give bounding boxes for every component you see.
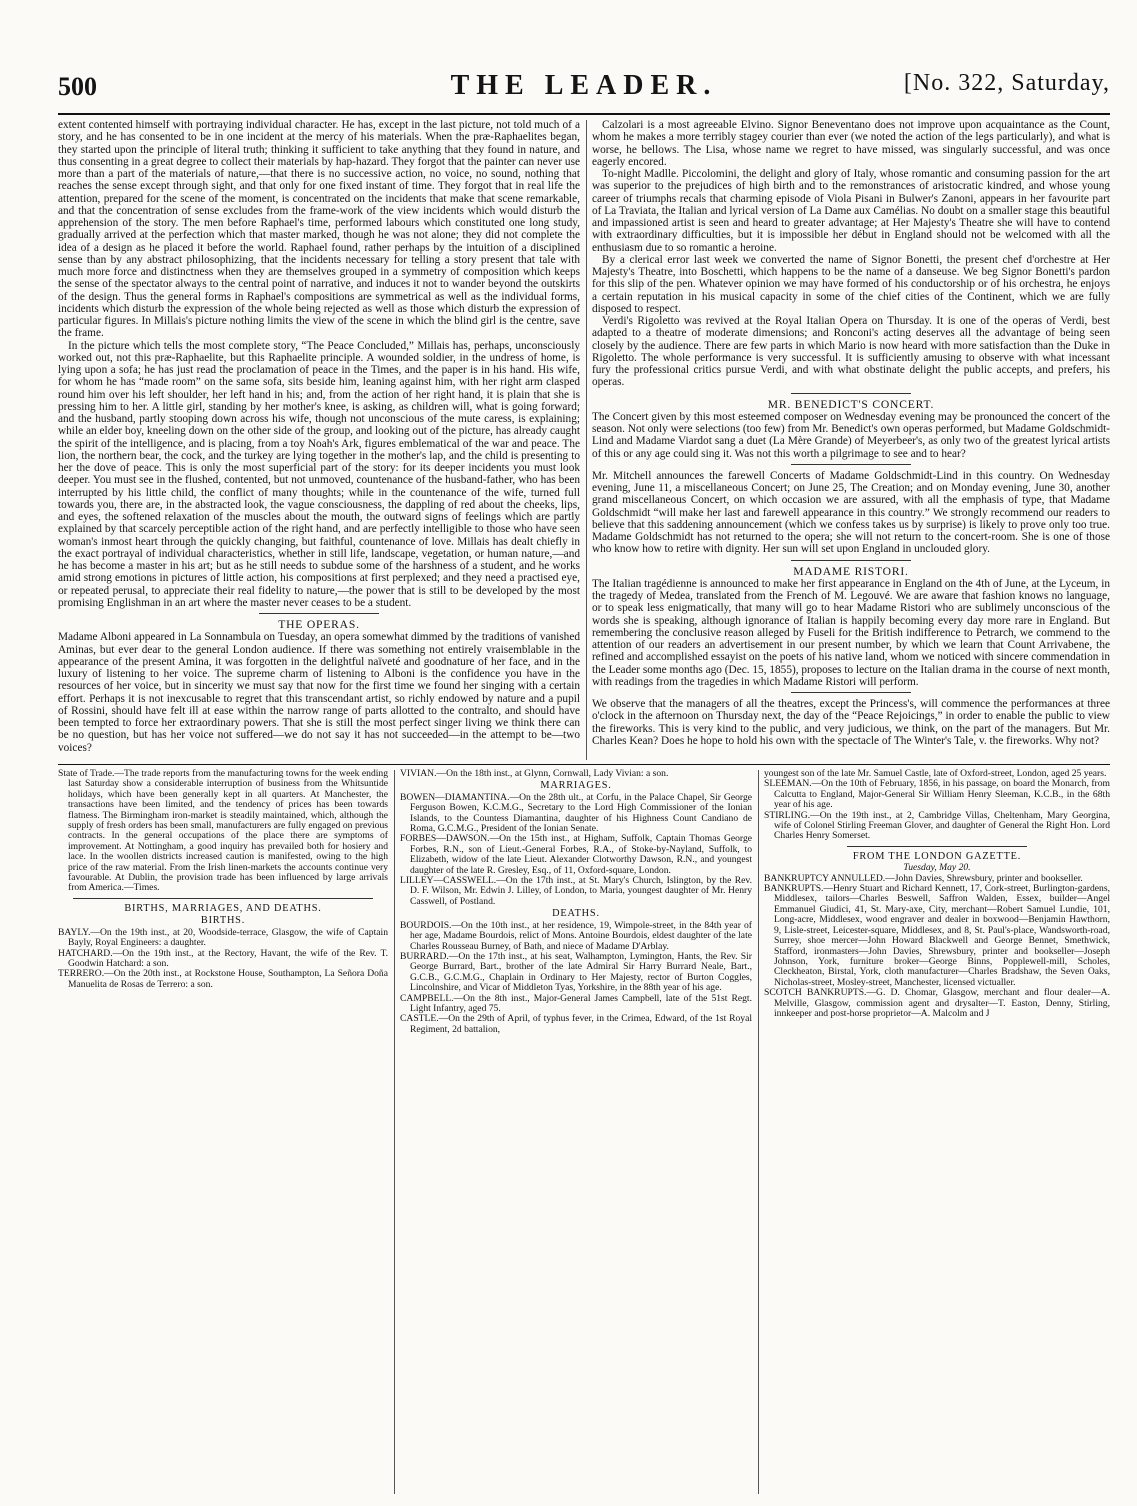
- column-divider: [394, 770, 395, 1494]
- gazette-date: Tuesday, May 20.: [903, 862, 971, 874]
- masthead: THE LEADER.: [450, 70, 718, 101]
- notice-item: BANKRUPTS.—Henry Stuart and Richard Kennett, 17, Cork-street, Burlington-gardens, Middlesex, tailors—Charles Beswell, Saffron Walden, Essex, builder—Angel Emmanuel Giudici, 41, St. Mary-axe, City, merchant—Robert Samuel Lundie, 101, Long-acre, Middlesex, wood engraver and dealer in boxwood—Benjamin Hawthorn, 9, Lisle-street, Leicester-square, Middlesex, and 8, St. Paul's-place, Wandsworth-road, Surrey, shoe mercer—John Howard Blackwell and George Bennet, Smethwick, Stafford, ironmasters—John Davies, Shrewsbury, printer and bookseller—Joseph Johnson, York, furniture broker—George Binns, Popplewell-mill, Scholes, Cleckheaton, Birstal, York, cloth manufacturer—Charles Bradshaw, the Seven Oaks, Nicholas-street, Mosley-street, Manchester, licensed victualler.: [764, 883, 1110, 988]
- article-paragraph: We observe that the managers of all the theatres, except the Princess's, will commence the performances at three o'clock in the afternoon on Thursday next, the day of the “Peace Rejoicings,” in order to enable the public to view the fireworks. This is very kind to the public, and very judicious, we think, on the part of the managers. But Mr. Charles Kean? Does he hope to hold his own with the spectacle of The Winter's Tale, v. the fireworks. Why not?: [592, 698, 1110, 747]
- trade-report: State of Trade.—The trade reports from the manufacturing towns for the week ending last Saturday show a considerable interruption of business from the Whitsuntide holidays, which have been generally kept in all quarters. At Manchester, the transactions have been limited, and the tendency of prices has been towards flatness. The Birmingham iron-market is steadily maintained, which, although the supply of fresh orders has been small, manufacturers are fully engaged on previous contracts. In the general occupations of the place there are symptoms of improvement. At Nottingham, a good inquiry has prevailed both for hosiery and lace. In the woollen districts increased caution is manifested, owing to the high price of the raw material. From the Irish linen-markets the accounts continue very favourable. At Dublin, the provision trade has been influenced by large arrivals from America.—Times.: [58, 769, 388, 894]
- ristori-heading: MADAME RISTORI.: [793, 564, 909, 578]
- notice-item: BOWEN—DIAMANTINA.—On the 28th ult., at Corfu, in the Palace Chapel, Sir George Ferguson Bowen, K.C.M.G., Secretary to the Lord High Commissioner of the Ionian Islands, to the Countess Diamantina, daughter of his Highness Count Candiano de Roma, G.C.M.G., President of the Ionian Senate.: [400, 791, 752, 835]
- article-paragraph: Calzolari is a most agreeable Elvino. Signor Beneventano does not improve upon acquaintance as the Count, whom he makes a more terribly stagey courier than ever (we noted the action of the legs particularly), and what is worse, he bellows. The Lisa, whose name we regret to have missed, was singularly successful, and was once eagerly encored.: [592, 119, 1110, 168]
- column-lower-c: [764, 769, 1110, 1495]
- notice-item: TERRERO.—On the 20th inst., at Rockstone House, Southampton, La Señora Doña Manuelita de Rosas de Terrero: a son.: [58, 968, 388, 990]
- notice-item: CAMPBELL.—On the 8th inst., Major-General James Campbell, late of the 51st Regt. Light Infantry, aged 75.: [400, 992, 752, 1014]
- notice-item: CASTLE.—On the 29th of April, of typhus fever, in the Crimea, Edward, of the 1st Royal Regiment, 2d battalion,: [400, 1013, 752, 1035]
- section-divider: [73, 898, 373, 899]
- page-header: [58, 58, 1110, 104]
- section-divider: [791, 692, 911, 693]
- page-number: 500: [58, 72, 97, 101]
- gazette-heading: FROM THE LONDON GAZETTE.: [852, 850, 1022, 862]
- benedict-heading: MR. BENEDICT'S CONCERT.: [767, 397, 935, 411]
- notice-item: STIRLING.—On the 19th inst., at 2, Cambridge Villas, Cheltenham, Mary Georgina, wife of Colonel Stirling Freeman Glover, and daughter of General the Right Hon. Lord Charles Henry Somerset.: [764, 809, 1110, 842]
- header-rule: [58, 113, 1110, 115]
- births-heading: BIRTHS.: [200, 915, 246, 927]
- notice-item: SCOTCH BANKRUPTS.—G. D. Chomar, Glasgow, merchant and flour dealer—A. Melville, Glasgow, commission agent and drysalter—T. Easton, Denny, Stirling, innkeeper and post-horse proprietor—A. Malcolm and J: [764, 987, 1110, 1019]
- article-paragraph: In the picture which tells the most complete story, “The Peace Concluded,” Millais has, perhaps, unconsciously worked out, not this præ-Raphaelite, but this Raphaelite principle. A wounded soldier, in the undress of home, is lying upon a sofa; he has just read the proclamation of peace in the Times, and the paper is in his hand. His wife, for whom he has “made room” on the same sofa, sits beside him, leaning against him, with her right arm clasped round him over his left shoulder, her left hand in his; and, from the action of her right hand, it is plain that she is pressing him to her. A little girl, standing by her mother's knee, is asking, as children will, what is going forward; and the husband, partly stooping down across his wife, though not unconscious of the mute caress, is explaining; while an elder boy, kneeling down on the other side of the group, and looking out of the picture, has already caught the spirit of the intelligence, and is placing, from a toy Noah's Ark, figures emblematical of the war and peace. The lion, the northern bear, the cock, and the turkey are lying together in the mother's lap, and the child is presenting to her the dove of peace. This is only the most superficial part of the story: for its deeper incidents you must look deeper. You must see in the flushed, contented, but not unmoved, countenance of the husband-father, who has been interrupted by his little child, the conflict of many thoughts; while in the countenance of the wife, turned full towards you, there are, in the abstracted look, the vague consciousness, the dappling of red about the cheeks, lips, and eyes, the softened relaxation of the muscles about the mouth, the outward signs of feelings which are partly explained by that scarcely perceptible action of the right hand, and are perfectly intelligible to those who have seen woman's inmost heart through the quickly changing, but faithful, countenance of love. Millais has dealt chiefly in the exact portrayal of individual characteristics, whether in still life, landscape, vegetation, or human nature,—and he has become a master in his art; but as he still needs to subdue some of the harshness of a student, and he works amid strong emotions in pictures of little action, his compositions at first perplexed; and they need a practised eye, or repeated perusal, to appreciate their real fidelity to nature,—the power that is still to be developed by the most promising Englishman in an art where the master never ceases to be a student.: [58, 339, 580, 609]
- section-divider: [847, 846, 1027, 847]
- article-paragraph: The Italian tragédienne is announced to make her first appearance in England on the 4th of June, at the Lyceum, in the tragedy of Medea, translated from the French of M. Legouvé. We are aware that fashion knows no language, or to speak less enigmatically, that many will go to hear Madame Ristori who are sublimely unconscious of the words she is speaking, although ignorance of Italian is happily becoming every day more rare in England. But remembering the conclusive reason alleged by Fuseli for the British indifference to Petrarch, we commend to the attention of our readers an advertisement in our present number, by which we learn that Count Arrivabene, the refined and accomplished essayist on the poets of his native land, whom we noticed with sincere commendation in the Leader some months ago (Dec. 15, 1855), proposes to lecture on the Italian drama in the course of next month, with readings from the tragedies in which Madame Ristori will perform.: [592, 577, 1110, 688]
- notice-item: youngest son of the late Mr. Samuel Castle, late of Oxford-street, London, aged 25 years.: [764, 769, 1107, 779]
- column-lower-b: [400, 769, 752, 1495]
- notice-item: HATCHARD.—On the 19th inst., at the Rectory, Havant, the wife of the Rev. T. Goodwin Hatchard: a son.: [58, 947, 388, 969]
- section-divider: [791, 393, 911, 394]
- issue-label: [No. 322, Saturday,: [903, 70, 1110, 96]
- column-left-upper: [58, 119, 580, 761]
- section-divider: [791, 464, 911, 465]
- notice-item: SLEEMAN.—On the 10th of February, 1856, in his passage, on board the Monarch, from Calcutta to England, Major-General Sir William Henry Sleeman, K.C.B., in the 68th year of his age.: [764, 778, 1110, 811]
- operas-heading: THE OPERAS.: [278, 618, 360, 631]
- bmd-heading: BIRTHS, MARRIAGES, AND DEATHS.: [124, 902, 322, 914]
- column-divider: [586, 120, 587, 760]
- column-right-upper: [592, 119, 1110, 761]
- deaths-heading: DEATHS.: [552, 908, 600, 920]
- section-rule: [58, 764, 1110, 765]
- article-paragraph: By a clerical error last week we converted the name of Signor Bonetti, the present chef d'orchestre at Her Majesty's Theatre, into Boschetti, which happens to be the name of a danseuse. We beg Signor Bonetti's pardon for this slip of the pen. Whatever opinion we may have formed of his conductorship or of his orchestra, he enjoys a certain reputation in his musical capacity in some of the chief cities of the Continent, which we are fully disposed to respect.: [592, 253, 1110, 315]
- notice-item: BAYLY.—On the 19th inst., at 20, Woodside-terrace, Glasgow, the wife of Captain Bayly, Royal Engineers: a daughter.: [58, 926, 388, 949]
- notice-item: BOURDOIS.—On the 10th inst., at her residence, 19, Wimpole-street, in the 84th year of her age, Madame Bourdois, relict of Mons. Antoine Bourdois, eldest daughter of the late Charles Rousseau Burney, of Bath, and niece of Madame D'Arblay.: [400, 919, 752, 952]
- article-paragraph: The Concert given by this most esteemed composer on Wednesday evening may be pronounced the concert of the season. Not only were selections (too few) from Mr. Benedict's own operas performed, but Madame Goldschmidt-Lind and Madame Viardot sang a duet (La Mère Grande) of Meyerbeer's, as only two of the greatest lyrical artists of this or any age could sing it. Was not this worth a pilgrimage to see and to hear?: [592, 410, 1110, 460]
- section-divider: [259, 613, 379, 614]
- article-paragraph: Mr. Mitchell announces the farewell Concerts of Madame Goldschmidt-Lind in this country. On Wednesday evening, June 11, a miscellaneous Concert; on June 25, The Creation; and on Monday evening, June 30, another grand miscellaneous Concert, on which occasion we are assured, with all the emphasis of type, that Madame Goldschmidt “will make her last and farewell appearance in this country.” We strongly recommend our readers to believe that this saddening announcement (which we confess takes us by surprise) is likely to prove only too true. Madame Goldschmidt has not returned to the opera; she will not return to the concert-room. She is one of those who know how to retire with dignity. Her sun will set upon England in unclouded glory.: [592, 469, 1110, 556]
- marriages-heading: MARRIAGES.: [540, 780, 612, 792]
- notice-item: LILLEY—CASSWELL.—On the 17th inst., at St. Mary's Church, Islington, by the Rev. D. F. Wilson, Mr. Edwin J. Lilley, of London, to Maria, youngest daughter of Mr. Henry Casswell, of Postland.: [400, 875, 752, 907]
- notice-item: FORBES—DAWSON.—On the 15th inst., at Higham, Suffolk, Captain Thomas George Forbes, R.N., son of Lieut.-General Forbes, R.A., of Stoke-by-Nayland, Suffolk, to Elizabeth, widow of the late Lieut. Alexander Clotworthy Dawson, R.N., and youngest daughter of the late R. Gresley, Esq., of 11, Oxford-square, London.: [400, 833, 752, 876]
- article-paragraph: Verdi's Rigoletto was revived at the Royal Italian Opera on Thursday. It is one of the operas of Verdi, best adapted to a theatre of moderate dimensions; and Ronconi's acting deserves all the advantage of being seen closely by the audience. There are few parts in which Mario is now heard with more satisfaction than the Duke in Rigoletto. The whole performance is very successful. It is sufficiently amusing to observe with what incessant fury the professional critics pursue Verdi, and with what obstinate delight the public accepts, and prefers, his operas.: [592, 315, 1110, 389]
- column-lower-a: [58, 769, 388, 1495]
- section-divider: [791, 560, 911, 561]
- notice-item: BANKRUPTCY ANNULLED.—John Davies, Shrewsbury, printer and bookseller.: [764, 872, 1083, 884]
- column-divider: [758, 770, 759, 1494]
- article-paragraph: Madame Alboni appeared in La Sonnambula on Tuesday, an opera somewhat dimmed by the traditions of vanished Aminas, but ever dear to the general London audience. If there was something not entirely vraisemblable in the appearance of the present Amina, it was forgotten in the delightful naïveté and goodnature of her face, and in the luxury of listening to her voice. The supreme charm of listening to Alboni is the confidence you have in the resources of her voice, but in sincerity we must say that now for the first time we found her singing with a certain effort. Perhaps it is not inexcusable to regret that this transcendant artist, so richly endowed by nature and a pupil of Rossini, should have felt ill at ease within the narrow range of parts allotted to the contralto, and should have been tempted to force her extraordinary powers. That she is still the most perfect singer living we think there can be no question, but has her voice not suffered—we do not say it has not succeeded—in the attempt to be—two voices?: [58, 631, 580, 754]
- article-paragraph: To-night Madlle. Piccolomini, the delight and glory of Italy, whose romantic and consuming passion for the art was superior to the prejudices of high birth and to the remonstrances of aristocratic kindred, and whose young career of triumphs recals that charming episode of Viola Pisani in Bulwer's Zanoni, appears in her favourite part of La Traviata, the Italian and lyrical version of La Dame aux Camélias. No doubt on a smaller stage this beautiful and impassioned artist is seen and heard to greater advantage; at Her Majesty's Theatre she will have to contend with extraordinary difficulties, but it is impossible her début in England should not be welcomed with all the enthusiasm due to so romantic a heroine.: [592, 168, 1110, 254]
- article-paragraph: extent contented himself with portraying individual character. He has, except in the last picture, not told much of a story, and he has consented to be in one incident at the mercy of his materials. When the præ-Raphaelites began, they started upon the principle of literal truth; thinking it sufficient to take anything that they found in nature, and thus consenting in a great degree to collect their materials by hap-hazard. They forgot that the painter can never use more than a part of the materials of nature,—that there is no successive action, no voice, no sound, nothing that reaches the sense except through sight, and that only for one fixed instant of time. They forgot that in real life the attention, prepared for the scene of the moment, is concentrated on the incidents that make that scene remarkable, and that the concentration of sense excludes from the frame-work of the view incidents which would disturb the apprehension of the story. The men before Raphael's time, performed labours which constituted one long study, gradually arrived at the perfection which that master marked, though he was not alone; they did not complete the idea of a design as he placed it before the world. Raphael found, rather perhaps by the intuition of a disciplined sense than by any abstract philosophizing, that the incidents necessary for telling a story present that tale with much more force and distinctness when they are themselves grouped in a symmetry of composition which keeps the sense of the spectator always to the central point of narrative, and induces it not to wander beyond the outskirts of the design. Thus the general forms in Raphael's compositions are symmetrical as well as the individual forms, incidents which disturb the expression of the whole being rejected as well as those which disturb the expression of particular figures. In Millais's picture nothing limits the view of the scene in which the blind girl is the centre, save the frame.: [58, 119, 580, 340]
- notice-item: VIVIAN.—On the 18th inst., at Glynn, Cornwall, Lady Vivian: a son.: [400, 769, 669, 779]
- notice-item: BURRARD.—On the 17th inst., at his seat, Walhampton, Lymington, Hants, the Rev. Sir George Burrard, Bart., brother of the late Admiral Sir Harry Burrard Neale, Bart., G.C.B., G.C.M.G., Chaplain in Ordinary to Her Majesty, rector of Burton Coggles, Lincolnshire, and Vicar of Middleton Tyas, Yorkshire, in the 88th year of his age.: [400, 950, 752, 994]
